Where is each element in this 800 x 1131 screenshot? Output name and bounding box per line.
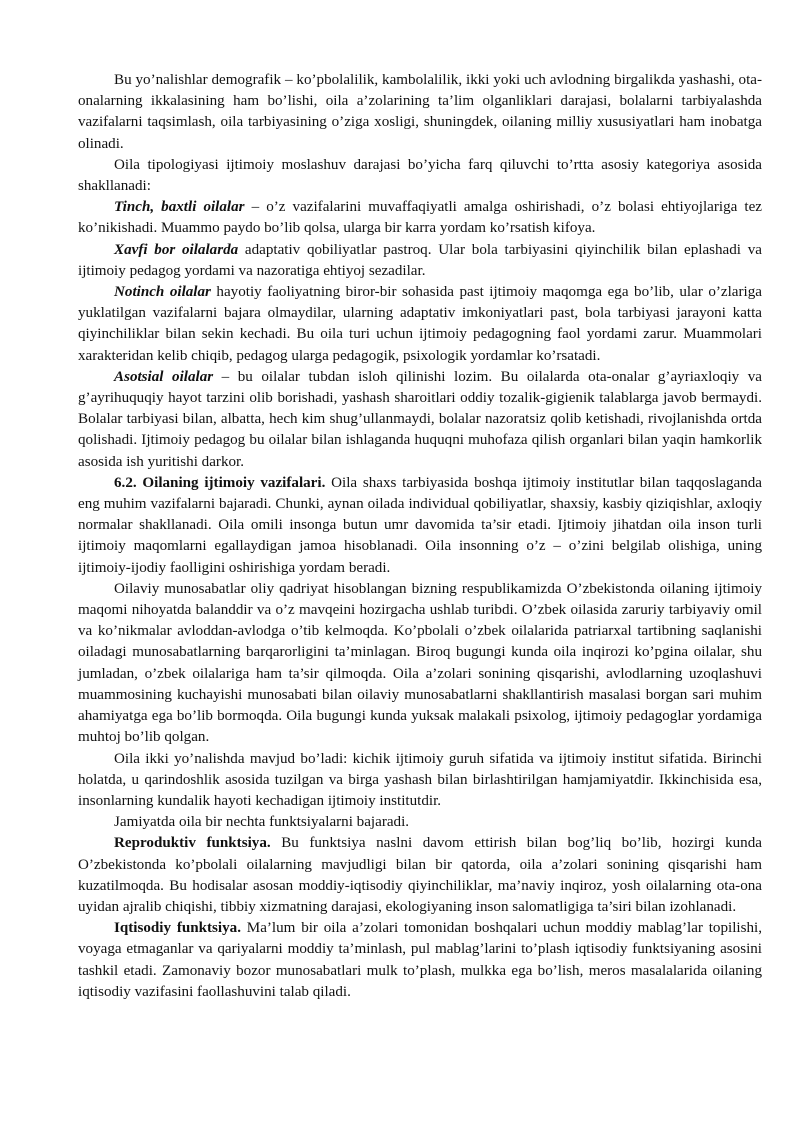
paragraph-section-6-2 — [78, 473, 762, 579]
text-calm-families: – o’z vazifalarini muvaffaqiyatli amalga oshirishadi, o’z bolasi ehtiyojlariga tez ko’nikishadi. Muammo paydo bo’lib qolsa, ularga bir karra yordam ko’rsatish kifoya. — [78, 199, 762, 237]
text-economic-function: Ma’lum bir oila a’zolari tomonidan boshqalari uchun moddiy mablag’lar topilishi, voyaga etmaganlar va qariyalarni moddiy ta’minlash, pul mablag’larini to’plash iqtisodiy funktsiyaning asosini tashkil etadi. Zamonaviy bozor munosabatlari mulk to’plash, mulkka ega bo’lish, meros masalalarida oilaning iqtisodiy vazifasini faollashuvini talab qiladi. — [78, 920, 762, 1000]
paragraph-risk-families — [78, 240, 762, 282]
text-risk-families: adaptativ qobiliyatlar pastroq. Ular bola tarbiyasini qiyinchilik bilan eplashadi va ijtimoiy pedagog yordami va nazoratiga ehtiyoj sezadilar. — [78, 241, 762, 279]
paragraph-economic-function — [78, 918, 762, 1003]
text-section-6-2: Oila shaxs tarbiyasida boshqa ijtimoiy institutlar bilan taqqoslaganda eng muhim vazifalarni bajaradi. Chunki, aynan oilada individual qobiliyatlar, shaxsiy, kasbiy qiziqishlar, axloqiy normalar shakllanadi. Oila omili insonga butun umr davomida ta’sir etadi. Ijtimoiy jihatdan oila inson turli ijtimoiy maqomlarni egallaydigan jamoa hisoblanadi. Oila insonning o’z – o’zini belgilab olishiga, uning ijtimoiy-ijodiy faolligini oshirishiga yordam beradi. — [78, 474, 763, 576]
term-asocial-families: Asotsial oilalar — [114, 368, 214, 385]
paragraph-two-directions: Oila ikki yo’nalishda mavjud bo’ladi: kichik ijtimoiy guruh sifatida va ijtimoiy institut sifatida. Birinchi holatda, u qarindoshlik asosida tuzilgan va birga yashash bilan birlashtirilgan hamjamiyatdir. Ikkinchisida esa, insonlarning kundalik hayoti kechadigan ijtimoiy institutdir. — [78, 750, 762, 809]
paragraph-family-typology: Oila tipologiyasi ijtimoiy moslashuv darajasi bo’yicha farq qiluvchi to’rtta asosiy kategoriya asosida shakllanadi: — [78, 156, 762, 195]
term-economic-function: Iqtisodiy funktsiya. — [114, 920, 241, 937]
text-troubled-families: hayotiy faoliyatning biror-bir sohasida past ijtimoiy maqomga ega bo’lib, ular o’zlariga yuklatilgan vazifalarni bajara olmaydilar, ularning adaptativ imkoniyatlari past, bola tarbiyasi jarayoni katta qiyinchiliklar bilan sekin kechadi. Bu oila turi uchun ijtimoiy pedagogning faol yordami zarur. Muammolari xarakteridan kelib chiqib, pedagog ularga pedagogik, psixologik yordamlar ko’rsatadi. — [78, 284, 762, 364]
term-calm-families: Tinch, baxtli oilalar — [114, 199, 245, 216]
section-heading-6-2: 6.2. Oilaning ijtimoiy vazifalari. — [114, 474, 326, 491]
paragraph-troubled-families — [78, 282, 762, 367]
term-reproductive-function: Reproduktiv funktsiya. — [114, 835, 271, 852]
paragraph-reproductive-function — [78, 833, 762, 918]
paragraph-family-directions: Bu yo’nalishlar demografik – ko’pbolalilik, kambolalilik, ikki yoki uch avlodning birgalikda yashashi, ota-onalarning ikkalasining ham bo’lishi, oila a’zolarining ta’lim olganliklari darajasi, bolalarni tarbiyalashda vazifalarni taqsimlash, oila tarbiyasining o’ziga xosligi, shuningdek, oilaning milliy xususiyatlari ham inobatga olinadi. — [78, 72, 762, 152]
paragraph-functions-intro: Jamiyatda oila bir nechta funktsiyalarni bajaradi. — [114, 814, 410, 831]
term-risk-families: Xavfi bor oilalarda — [114, 241, 239, 258]
term-troubled-families: Notinch oilalar — [114, 284, 211, 301]
text-asocial-families: – bu oilalar tubdan isloh qilinishi lozim. Bu oilalarda ota-onalar g’ayriaxloqiy va g’ayrihuquqiy hayot tarzini olib borishadi, yashash sharoitlari oddiy tozalik-gigienik talablarga javob bermaydi. Bolalar tarbiyasi bilan, albatta, hech kim shug’ullanmaydi, bolalar nazoratsiz qolib ketishadi, rivojlanishda ortda qolishadi. Ijtimoiy pedagog bu oilalar bilan ishlaganda huquqni muhofaza qilish organlari bilan yaqin hamkorlik asosida ish yuritishi darkor. — [78, 368, 762, 470]
paragraph-asocial-families — [78, 367, 762, 473]
paragraph-calm-families — [78, 197, 762, 239]
document-page — [78, 70, 762, 1003]
text-reproductive-function: Bu funktsiya naslni davom ettirish bilan bog’liq bo’lib, hozirgi kunda O’zbekistonda ko’pbolali oilalarning mavjudligi bilan bir qatorda, oila a’zolari sonining qisqarishi ham kuzatilmoqda. Bu hodisalar asosan moddiy-iqtisodiy qiyinchiliklar, ma’naviy inqiroz, yosh oilalarning ota-ona uyidan ajralib chiqishi, tibbiy xizmatning darajasi, ekologiyaning inson salomatligiga ta’siri bilan izohlanadi. — [78, 835, 762, 915]
paragraph-uzbek-family: Oilaviy munosabatlar oliy qadriyat hisoblangan bizning respublikamizda O’zbekistonda oilaning ijtimoiy maqomi nihoyatda balanddir va o’z mavqeini hozirgacha ushlab turibdi. O’zbek oilasida zaruriy tarbiyaviy omil va ko’nikmalar avloddan-avlodga o’tib kelmoqda. Ko’pbolali o’zbek oilalarida patriarxal tartibning saqlanishi oiladagi munosabatlarning barqarorligini ta’minlagan. Biroq bugungi kunda oila inqirozi ko’pgina oilalar, shu jumladan, o’zbek oilalariga ham ta’sir qilmoqda. Oila a’zolari sonining qisqarishi, avlodlarning uzoqlashuvi muammosining kuchayishi munosabati bilan oilaviy munosabatlarni shakllantirish masalasi borgan sari muhim ahamiyatga ega bo’lib bormoqda. Oila bugungi kunda yuksak malakali psixolog, ijtimoiy pedagoglar yordamiga muhtoj bo’lib qolgan. — [78, 580, 762, 746]
